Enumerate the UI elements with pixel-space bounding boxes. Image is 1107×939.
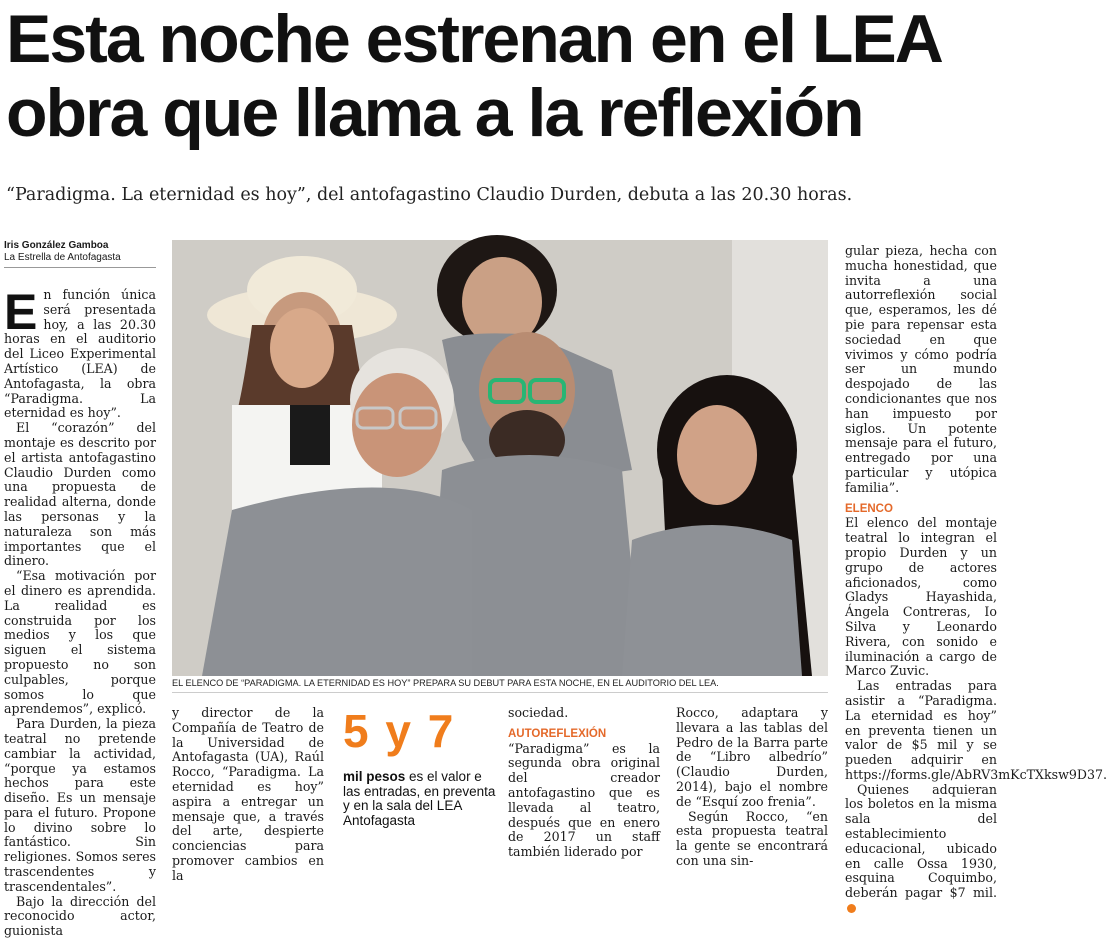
cast-photo [172, 240, 828, 676]
section-label-elenco: ELENCO [845, 502, 893, 515]
paragraph: sociedad. [508, 705, 569, 720]
paragraph: “Paradigma” es la segunda obra original del creador antofagastino que es llevada al teatro, después que en enero de 2017 un staff también liderado por [508, 740, 660, 860]
photo-caption: EL ELENCO DE “PARADIGMA. LA ETERNIDAD ES HOY” PREPARA SU DEBUT PARA ESTA NOCHE, EN EL AUDITORIO DEL LEA. [172, 678, 828, 693]
price-highlight: 5 y 7 [343, 705, 456, 757]
factbox-text: es el valor e las entradas, en preventa y en la sala del LEA Antofagasta [343, 769, 496, 828]
article-column-5 [845, 243, 1107, 916]
paragraph: Quienes adquieran los boletos en la misma sala del establecimiento educacional, ubicado en calle Ossa 1930, esquina Coquimbo, deberán pagar $7 mil. [845, 783, 997, 916]
article-column-2 [172, 706, 324, 884]
paragraph: Las entradas para asistir a “Paradigma. La eternidad es hoy” en preventa tienen un valor de $5 mil y se pueden adquirir en https://forms.gle/AbRV3mKcTXksw9D37. [845, 678, 1107, 782]
byline-author: Iris González Gamboa [4, 240, 109, 251]
headline-line2: obra que llama a la reflexión [6, 75, 863, 151]
article-column-4 [676, 706, 828, 869]
factbox-bold: mil pesos [343, 769, 406, 784]
paragraph: El “corazón” del montaje es descrito por el artista antofagastino Claudio Durden como una propuesta de realidad alterna, donde las personas y la naturaleza son más importantes que el dinero. [4, 420, 156, 569]
price-factbox [343, 770, 501, 828]
article-column-3 [508, 706, 660, 860]
paragraph: Bajo la dirección del reconocido actor, guionista [4, 893, 156, 939]
byline [4, 240, 156, 268]
paragraph: y director de la Compañía de Teatro de la Universidad de Antofagasta (UA), Raúl Rocco, “Paradigma. La eternidad es hoy” aspira a entregar un mensaje que, a través del arte, despierte conciencias para promover cambios en la [172, 705, 324, 883]
lead-paragraph: En función única será presentada hoy, a las 20.30 horas en el auditorio del Liceo Experimental Artístico (LEA) de Antofagasta, la obra “Paradigma. La eternidad es hoy”. [4, 284, 156, 421]
drop-cap: E [4, 284, 38, 340]
paragraph: Para Durden, la pieza teatral no pretende cambiar la actividad, “porque ya estamos hechos para este diseño. Es un mensaje para el futuro. Propone lo divino sobre lo fantástico. Sin religiones. Somos seres trascendentes y trascendentales”. [4, 716, 156, 894]
cast-photo-illustration [172, 240, 828, 676]
headline-line1: Esta noche estrenan en el LEA [6, 1, 942, 77]
section-label-autoreflexion: AUTOREFLEXIÓN [508, 727, 607, 740]
paragraph: gular pieza, hecha con mucha honestidad, que invita a una autorreflexión social que, esperamos, les dé pie para repensar esta sociedad en que vivimos y cómo podría ser un mundo despojado de las condicionantes que nos han impuesto por siglos. Un potente mensaje para el futuro, entregado por una particular y utópica familia”. [845, 243, 997, 495]
paragraph: El elenco del montaje teatral lo integran el propio Durden y un grupo de actores aficionados, como Gladys Hayashida, Ángela Contreras, Io Silva y Leonardo Rivera, con sonido e iluminación a cargo de Marco Zuvic. [845, 515, 997, 679]
paragraph: Según Rocco, “en esta propuesta teatral la gente se encontrará con una sin- [676, 808, 828, 868]
headline [6, 2, 996, 150]
paragraph: “Esa motivación por el dinero es aprendida. La realidad es construida por los medios y los que siguen el sistema propuesto no son culpables, porque somos lo que aprendemos”, explicó. [4, 568, 156, 717]
end-mark-icon [847, 904, 856, 913]
subhead: “Paradigma. La eternidad es hoy”, del antofagastino Claudio Durden, debuta a las 20.30 horas. [6, 185, 853, 205]
paragraph: Rocco, adaptara y llevara a las tablas del Pedro de la Barra parte de “Libro albedrío” (Claudio Durden, 2014), bajo el nombre de “Esquí zoo frenia”. [676, 705, 828, 809]
byline-outlet: La Estrella de Antofagasta [4, 252, 121, 263]
article-column-1 [4, 284, 156, 939]
